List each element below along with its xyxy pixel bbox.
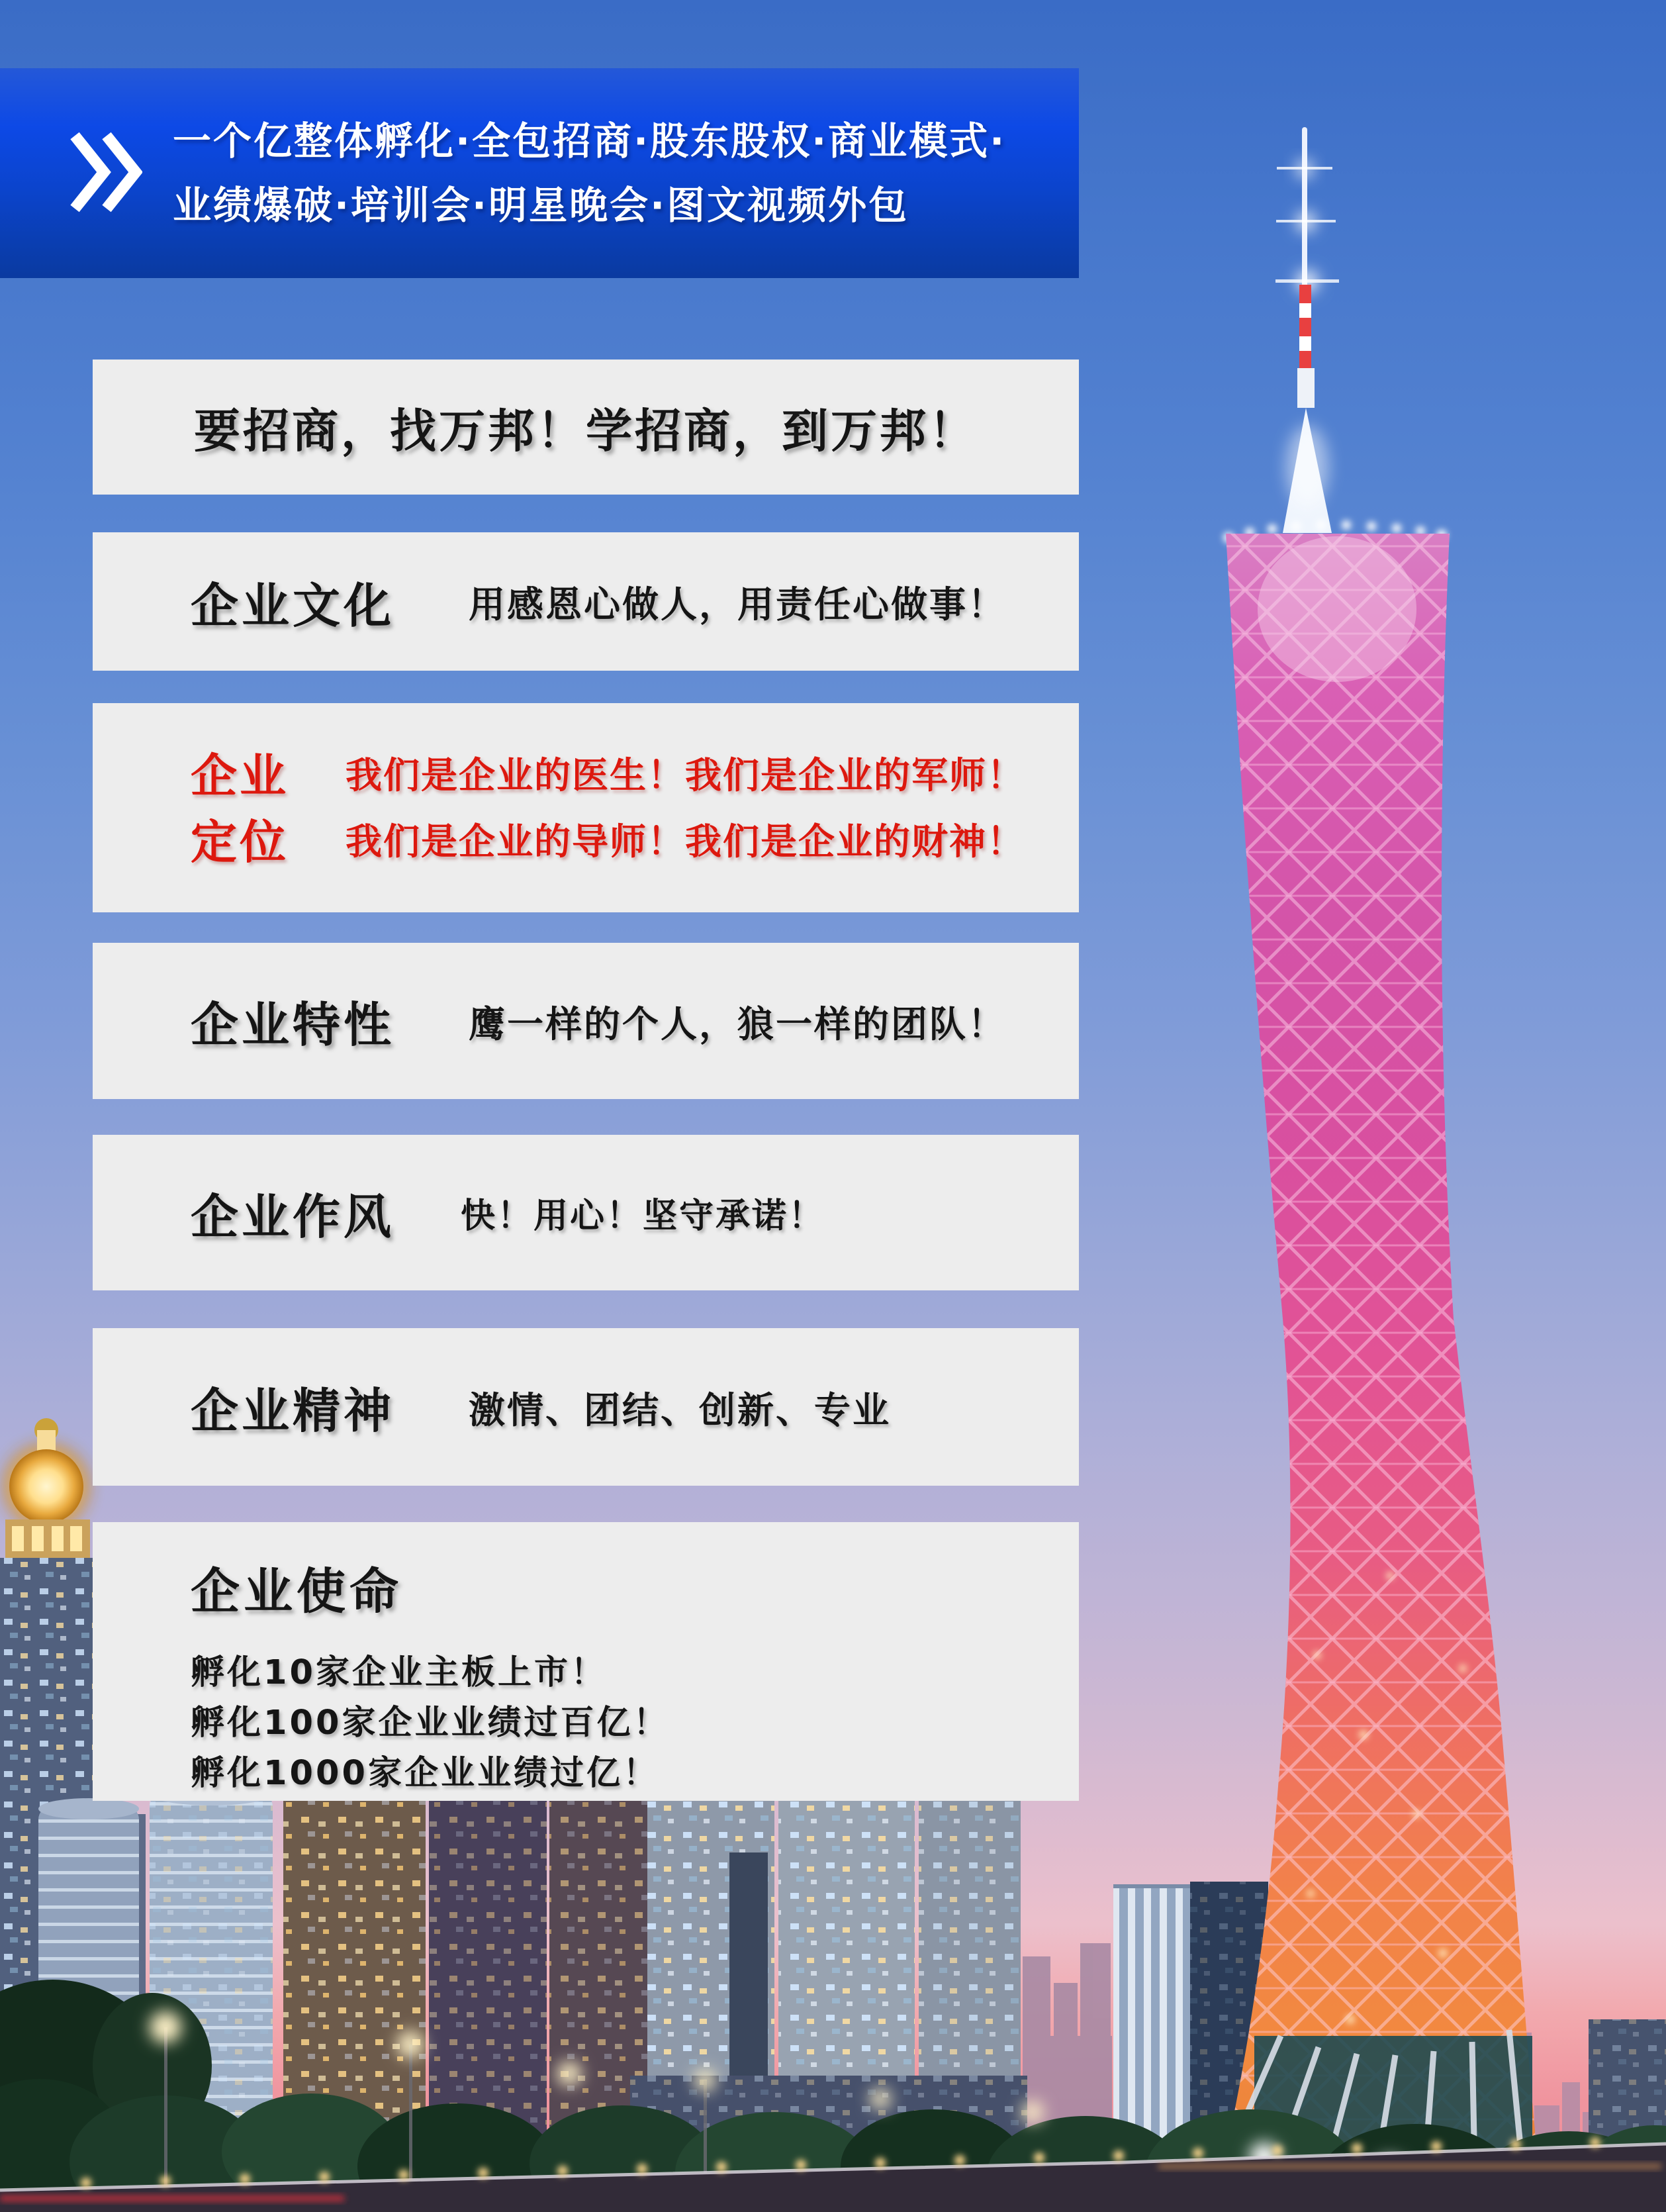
- mission-box: [93, 1522, 1079, 1801]
- traits-body: 鹰一样的个人，狼一样的团队！: [469, 1002, 1007, 1045]
- spirit-title: 企业精神: [191, 1383, 395, 1439]
- positioning-label-2: 定位: [191, 814, 289, 869]
- positioning-label-1: 企业: [191, 748, 289, 803]
- mission-line-3: 孵化1000家企业业绩过亿！: [191, 1754, 659, 1793]
- double-chevron-right-icon: [69, 130, 142, 216]
- culture-box: [93, 532, 1079, 671]
- workstyle-box: [93, 1135, 1079, 1290]
- tower-lattice: [1226, 534, 1537, 2153]
- banner-line-1: 一个亿整体孵化·全包招商·股东股权·商业模式·: [173, 118, 1007, 164]
- spirit-body: 激情、团结、创新、专业: [469, 1388, 892, 1431]
- mission-line-1: 孵化10家企业主板上市！: [191, 1653, 607, 1692]
- antenna-mast: [1275, 127, 1339, 533]
- traits-title: 企业特性: [191, 997, 395, 1053]
- workstyle-title: 企业作风: [191, 1188, 395, 1245]
- header-banner: [0, 68, 1079, 278]
- spirit-box: [93, 1328, 1079, 1486]
- slogan-text: 要招商，找万邦！学招商，到万邦！: [194, 403, 978, 458]
- mission-title: 企业使命: [191, 1563, 402, 1620]
- culture-title: 企业文化: [191, 577, 395, 634]
- culture-body: 用感恩心做人，用责任心做事！: [469, 583, 1007, 626]
- banner-line-2: 业绩爆破·培训会·明星晚会·图文视频外包: [173, 182, 909, 228]
- positioning-line-2: 我们是企业的导师！我们是企业的财神！: [346, 820, 1025, 863]
- mission-line-2: 孵化100家企业业绩过百亿！: [191, 1704, 670, 1743]
- positioning-box: [93, 703, 1079, 912]
- slogan-box: [93, 360, 1079, 495]
- positioning-line-1: 我们是企业的医生！我们是企业的军师！: [346, 753, 1025, 796]
- traits-box: [93, 943, 1079, 1099]
- workstyle-body: 快！用心！坚守承诺！: [461, 1196, 825, 1236]
- canton-tower: [1223, 127, 1537, 2177]
